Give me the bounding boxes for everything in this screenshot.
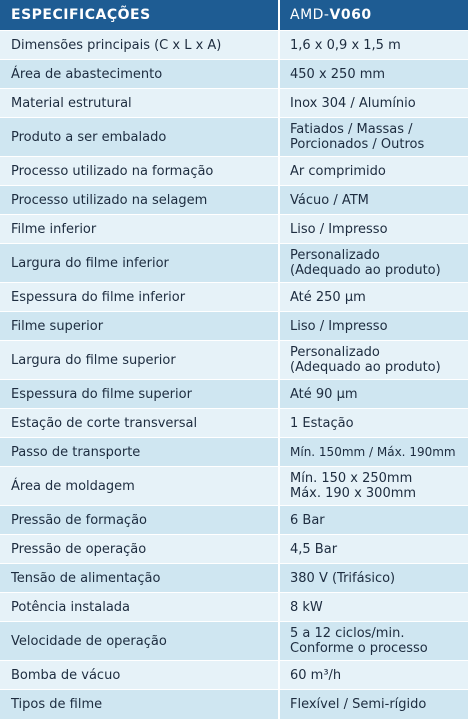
table-row (0, 380, 468, 409)
header-model (280, 0, 468, 30)
row-label: Bomba de vácuo (0, 661, 280, 689)
table-row (0, 564, 468, 593)
table-row (0, 283, 468, 312)
table-row (0, 409, 468, 438)
table-row (0, 118, 468, 157)
table-header (0, 0, 468, 31)
row-value: Personalizado (Adequado ao produto) (290, 248, 441, 278)
table-row (0, 622, 468, 661)
row-value: Liso / Impresso (290, 221, 388, 237)
row-label: Largura do filme superior (0, 341, 280, 379)
table-row (0, 244, 468, 283)
row-label: Pressão de formação (0, 506, 280, 534)
row-label: Estação de corte transversal (0, 409, 280, 437)
row-value: Personalizado (Adequado ao produto) (290, 345, 441, 375)
table-row (0, 535, 468, 564)
row-label: Espessura do filme superior (0, 380, 280, 408)
row-value: 60 m³/h (290, 667, 342, 683)
row-label: Dimensões principais (C x L x A) (0, 31, 280, 59)
row-value: 5 a 12 ciclos/min. Conforme o processo (290, 626, 428, 656)
row-label: Produto a ser embalado (0, 118, 280, 156)
table-row (0, 186, 468, 215)
row-value: Até 90 µm (290, 386, 358, 402)
table-row (0, 157, 468, 186)
table-row (0, 89, 468, 118)
row-label: Tipos de filme (0, 690, 280, 719)
row-label: Processo utilizado na formação (0, 157, 280, 185)
row-value: 8 kW (290, 599, 323, 615)
row-value: 450 x 250 mm (290, 66, 386, 82)
row-label: Largura do filme inferior (0, 244, 280, 282)
row-value: Ar comprimido (290, 163, 386, 179)
row-value: 1 Estação (290, 415, 354, 431)
row-label: Passo de transporte (0, 438, 280, 466)
table-row (0, 312, 468, 341)
table-row (0, 506, 468, 535)
header-label: ESPECIFICAÇÕES (0, 0, 280, 30)
table-row (0, 438, 468, 467)
row-value: Vácuo / ATM (290, 192, 369, 208)
row-value: Liso / Impresso (290, 318, 388, 334)
row-value: Até 250 µm (290, 289, 366, 305)
row-value: 4,5 Bar (290, 541, 338, 557)
row-label: Área de abastecimento (0, 60, 280, 88)
row-value: Fatiados / Massas / Porcionados / Outros (290, 122, 425, 152)
table-row (0, 60, 468, 89)
row-label: Tensão de alimentação (0, 564, 280, 592)
row-label: Filme superior (0, 312, 280, 340)
row-label: Espessura do filme inferior (0, 283, 280, 311)
row-label: Velocidade de operação (0, 622, 280, 660)
row-label: Filme inferior (0, 215, 280, 243)
row-value: 380 V (Trifásico) (290, 570, 396, 586)
table-row (0, 661, 468, 690)
row-value: Mín. 150 x 250mm Máx. 190 x 300mm (290, 471, 417, 501)
row-label: Pressão de operação (0, 535, 280, 563)
row-label: Material estrutural (0, 89, 280, 117)
row-value: Inox 304 / Alumínio (290, 95, 416, 111)
table-row (0, 690, 468, 719)
row-label: Área de moldagem (0, 467, 280, 505)
table-row (0, 593, 468, 622)
table-row (0, 341, 468, 380)
model-prefix: AMD- (290, 6, 330, 23)
row-label: Potência instalada (0, 593, 280, 621)
row-value: 1,6 x 0,9 x 1,5 m (290, 37, 401, 53)
table-row (0, 215, 468, 244)
row-value: Flexível / Semi-rígido (290, 697, 427, 712)
table-row (0, 31, 468, 60)
row-value: Mín. 150mm / Máx. 190mm (290, 444, 456, 459)
model-code: V060 (329, 6, 372, 23)
row-label: Processo utilizado na selagem (0, 186, 280, 214)
row-value: 6 Bar (290, 512, 325, 528)
table-row (0, 467, 468, 506)
